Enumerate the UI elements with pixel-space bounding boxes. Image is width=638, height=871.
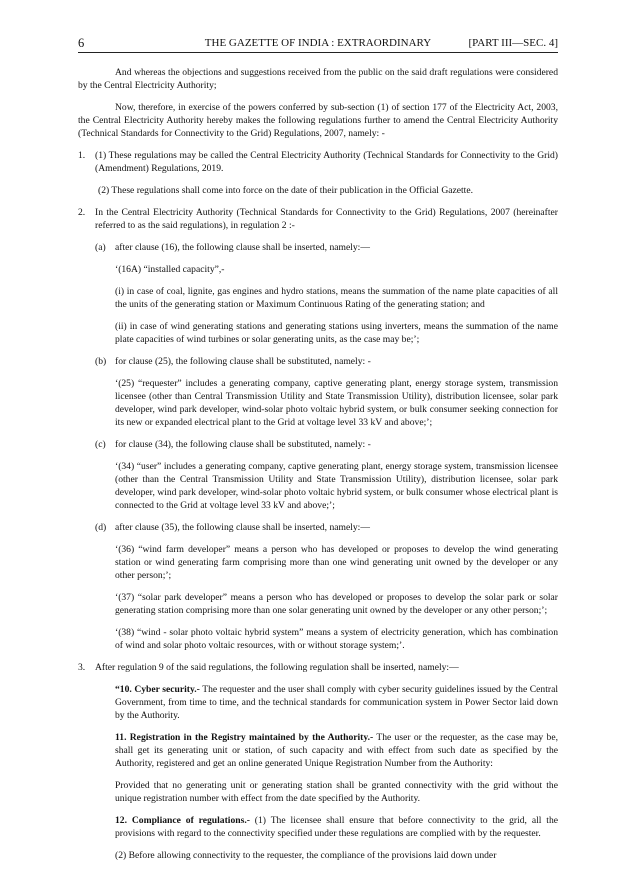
item-3 [78,661,558,674]
clause-a-text: after clause (16), the following clause shall be inserted, namely:— [115,242,370,253]
clause-d-text: after clause (35), the following clause shall be inserted, namely:— [115,522,370,533]
clause-b-label: (b) [95,356,107,367]
item-1-text: (1) These regulations may be called the Central Electricity Authority (Technical Standards for Connectivity to the Grid) (Amendment) Regulations, 2019. [95,150,558,174]
clause-34-definition: ‘(34) “user” includes a generating company, captive generating plant, energy storage system, transmission licensee (other than the Central Transmission Utility and State Transmission Utility), distribution licensee, solar park developer, wind park developer, wind-solar photo voltaic hybrid system, or bulk consumer whose electrical plant is connected to the Grid at voltage level 33 kV and above;’; [115,461,558,511]
item-2 [78,206,558,232]
item-3-number: 3. [78,662,86,673]
clause-a-label: (a) [95,242,106,253]
clause-38-definition: ‘(38) “wind - solar photo voltaic hybrid system” means a system of electricity generation, which has combination of wind and solar photo voltaic resources, with or without storage system;’. [115,627,558,651]
regulation-12-body: (1) The licensee shall ensure that before connectivity to the grid, all the provisions with regard to the connectivity specified under these regulations are complied with by the requester. [115,815,559,839]
clause-16a-i: (i) in case of coal, lignite, gas engines and hydro stations, means the summation of the name plate capacities of all the units of the generating station or Maximum Continuous Rating of the generating station; and [115,286,558,310]
clause-c-text: for clause (34), the following clause shall be substituted, namely: - [115,439,371,450]
regulation-11-proviso: Provided that no generating unit or generating station shall be granted connectivity with the grid without the unique registration number with effect from the date specified by the Authority. [115,780,558,804]
clause-36-definition: ‘(36) “wind farm developer” means a person who has developed or proposes to develop the wind generating station or wind generating farm comprising more than one wind generating unit owned by the developer or any other person;’; [115,544,558,581]
clause-25-definition: ‘(25) “requester” includes a generating company, captive generating plant, energy storage system, transmission licensee (other than Central Transmission Utility and State Transmission Utility), distribution licensee, solar park developer, wind park developer, wind-solar photo voltaic hybrid system, or bulk consumer seeking connection for its new or expanded electrical plant to the Grid at voltage level 33 kV and above;’; [115,378,558,428]
clause-d [78,521,558,534]
item-2-number: 2. [78,207,86,218]
item-1 [78,149,558,175]
regulation-11-body: The user or the requester, as the case may be, shall get its generating unit or station, of such capacity and with effect from such date as specified by the Authority, registered and get an online generated Unique Registration Number from the Authority: [115,732,558,769]
clause-b-body [78,377,558,429]
regulation-12 [115,814,558,840]
clause-16a-ii: (ii) in case of wind generating stations and generating stations using inverters, means the summation of the name plate capacities of wind turbines or solar generating units, as the case may be;’; [115,321,558,345]
clause-37-definition: ‘(37) “solar park developer” means a person who has developed or proposes to develop the solar park or solar generating station comprising more than one solar generating unit owned by the developer or any other person;’; [115,592,558,616]
paragraph-now-therefore: Now, therefore, in exercise of the powers conferred by sub-section (1) of section 177 of the Electricity Act, 2003, the Central Electricity Authority hereby makes the following regulations further to amend the Central Electricity Authority (Technical Standards for Connectivity to the Grid) Regulations, 2007, namely: - [78,102,558,139]
gazette-title: THE GAZETTE OF INDIA : EXTRAORDINARY [204,37,432,49]
item-3-text: After regulation 9 of the said regulations, the following regulation shall be inserted, namely:— [95,662,459,673]
item-1-number: 1. [78,150,86,161]
regulation-11-heading: 11. Registration in the Registry maintained by the Authority.- [115,732,374,743]
inserted-regulations [78,683,558,862]
clause-b-text: for clause (25), the following clause shall be substituted, namely: - [115,356,371,367]
page-header [78,36,558,53]
item-2-text: In the Central Electricity Authority (Technical Standards for Connectivity to the Grid) Regulations, 2007 (hereinafter referred to as the said regulations), in regulation 2 :- [95,207,558,231]
page-number: 6 [78,36,85,50]
clause-c-body [78,460,558,512]
regulation-12-subclause-2: (2) Before allowing connectivity to the requester, the compliance of the provisions laid down under [115,850,497,861]
regulation-10-heading: “10. Cyber security.- [115,684,200,695]
item-1-subclause-2: (2) These regulations shall come into force on the date of their publication in the Official Gazette. [98,185,474,196]
part-section: [PART III—SEC. 4] [468,37,558,49]
regulation-10 [115,683,558,722]
clause-16a-heading: ‘(16A) “installed capacity”,- [115,264,225,275]
clause-a-body [78,263,558,346]
regulation-10-body: The requester and the user shall comply with cyber security guidelines issued by the Central Government, from time to time, and the technical standards for communication system in Power Sector laid down by the Authority. [115,684,558,721]
regulation-11 [115,731,558,770]
clause-c-label: (c) [95,439,106,450]
clause-b [78,355,558,368]
paragraph-whereas: And whereas the objections and suggestions received from the public on the said draft regulations were considered by the Central Electricity Authority; [78,67,558,91]
clause-d-body [78,543,558,652]
clause-c [78,438,558,451]
clause-a [78,241,558,254]
document-body [78,66,558,871]
clause-d-label: (d) [95,522,107,533]
regulation-12-heading: 12. Compliance of regulations.- [115,815,250,826]
